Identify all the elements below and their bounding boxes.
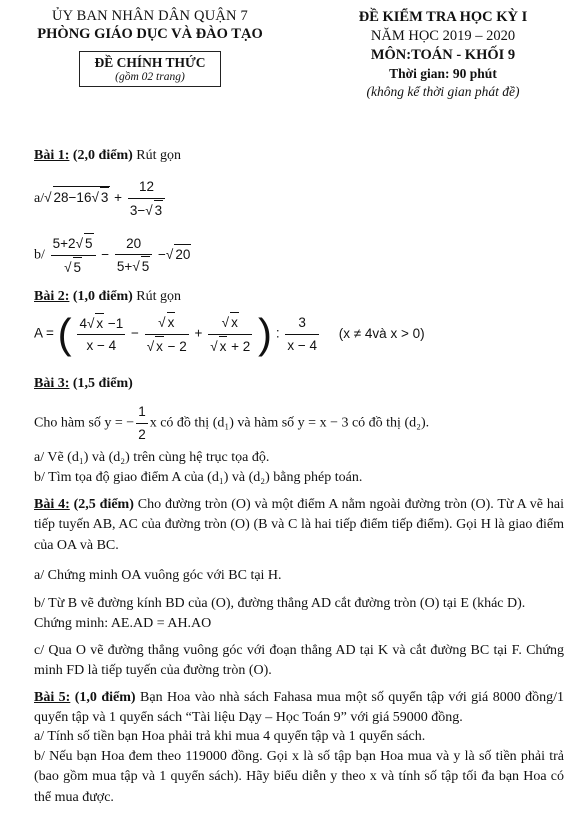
fraction <box>128 177 165 220</box>
bai4-part-b-line2: Chứng minh: AE.AD = AH.AO <box>34 616 212 631</box>
minus-sign: − <box>158 246 166 262</box>
fraction <box>51 233 96 277</box>
bai1-task: Rút gọn <box>136 148 182 163</box>
bai3-heading <box>34 374 564 394</box>
bai4-title: Bài 4: <box>34 497 70 512</box>
denominator: x − 4 <box>287 337 317 353</box>
exam-title: ĐỀ KIỂM TRA HỌC KỲ I <box>358 9 528 25</box>
right-paren-icon: ) <box>258 310 273 358</box>
part-label-b: b/ <box>34 247 45 263</box>
radicand-inner: 3 <box>100 187 110 208</box>
numerator: 1 <box>136 402 148 424</box>
fraction <box>208 312 252 356</box>
fraction <box>285 313 319 355</box>
bai4-intro-text: Cho đường tròn (O) và một điểm A nằm ngoài đường tròn (O). Từ A vẽ hai tiếp tuyến AB, AC của đường tròn (O) (B và C là hai tiếp điểm tiếp điểm). Gọi H là giao điểm của OA và BC. <box>34 497 564 553</box>
radicand: x <box>167 312 176 333</box>
numerator: 3 <box>285 313 319 335</box>
bai4-points: (2,5 điểm) <box>73 497 134 512</box>
bai3-intro <box>34 402 564 444</box>
radicand: 5 <box>84 233 94 254</box>
denominator: 3− <box>129 202 146 218</box>
bai5-intro <box>34 688 564 729</box>
duration-note: (không kể thời gian phát đề) <box>366 84 520 100</box>
fraction <box>136 402 148 444</box>
sqrt-icon <box>145 203 152 218</box>
numerator: 20 <box>115 234 152 256</box>
bai4-part-a: a/ Chứng minh OA vuông góc với BC tại H. <box>34 568 282 583</box>
bai2-title: Bài 2: <box>34 289 70 304</box>
expression-lhs: A = <box>34 325 54 341</box>
bai1-title: Bài 1: <box>34 148 70 163</box>
bai3-intro-post: x có đồ thị (d₁) và hàm số y = x − 3 có đồ thị (d₂). <box>149 415 430 431</box>
part-label-a: a/ <box>34 191 45 207</box>
duration: Thời gian: 90 phút <box>389 66 497 82</box>
numerator: 5+2 <box>52 236 76 251</box>
radicand: x <box>219 336 228 357</box>
denominator: 5+ <box>116 259 133 275</box>
bai3-title: Bài 3: <box>34 376 70 391</box>
bai1-points: (2,0 điểm) <box>72 148 133 163</box>
header-left <box>20 8 280 87</box>
bai5-title: Bài 5: <box>34 690 71 705</box>
plus-sign: + <box>114 190 123 206</box>
bai2-task: Rút gọn <box>136 289 182 304</box>
radicand: 3 <box>154 200 164 221</box>
fraction <box>115 234 152 277</box>
denominator: 2 <box>138 426 146 442</box>
radicand: 28−16 <box>53 190 92 206</box>
minus-sign: − <box>101 246 110 262</box>
left-paren-icon: ( <box>57 310 72 358</box>
bai5-points: (1,0 điểm) <box>74 690 136 705</box>
bai3-intro-pre: Cho hàm số y = − <box>34 415 135 431</box>
bai1-heading <box>34 146 564 166</box>
school-year: NĂM HỌC 2019 – 2020 <box>370 28 516 45</box>
numerator: 12 <box>128 177 165 199</box>
denominator-tail: + 2 <box>227 338 251 354</box>
district-committee: ỦY BAN NHÂN DÂN QUẬN 7 <box>52 8 248 24</box>
official-title: ĐỀ CHÍNH THỨC <box>94 55 206 70</box>
radicand: x <box>155 336 164 357</box>
sqrt-icon <box>87 316 94 331</box>
radicand: 5 <box>73 257 83 278</box>
bai3-part-a: a/ Vẽ (d₁) và (d₂) trên cùng hệ trục tọa độ. <box>34 450 270 465</box>
radicand: x <box>230 312 239 333</box>
radicand: 5 <box>141 256 151 277</box>
subject-grade: MÔN:TOÁN - KHỐI 9 <box>370 47 516 64</box>
numerator: 4 <box>79 315 87 331</box>
fraction <box>77 313 125 356</box>
bai3-points: (1,5 điểm) <box>72 376 133 391</box>
bai2-expression <box>34 312 564 356</box>
sqrt-icon <box>147 339 154 354</box>
sqrt-icon <box>64 260 71 275</box>
education-office: PHÒNG GIÁO DỤC VÀ ĐÀO TẠO <box>37 26 263 42</box>
page-count-note: (gồm 02 trang) <box>115 70 185 83</box>
bai5-intro-text: Bạn Hoa vào nhà sách Fahasa mua một số quyển tập với giá 8000 đồng/1 quyển tập và 1 quyển sách “Tài liệu Dạy – Học Toán 9” với giá 59000 đồng. <box>34 690 565 726</box>
sqrt-icon <box>76 236 83 251</box>
official-stamp-box <box>79 51 220 87</box>
bai3-part-b: b/ Tìm tọa độ giao điểm A của (d₁) và (d₂) bằng phép toán. <box>34 470 363 485</box>
sqrt-icon <box>44 190 51 205</box>
denominator-tail: − 2 <box>163 338 187 354</box>
sqrt-icon <box>210 339 217 354</box>
plus-sign: + <box>194 325 203 341</box>
minus-sign: − <box>131 325 139 341</box>
bai4-part-b-line1: b/ Từ B vẽ đường kính BD của (O), đường thẳng AD cắt đường tròn (O) tại E (khác D). <box>34 596 526 611</box>
sqrt-icon <box>132 259 139 274</box>
sqrt-icon <box>222 315 229 330</box>
bai5-part-a: a/ Tính số tiền bạn Hoa phải trả khi mua 4 quyển tập và 1 quyển sách. <box>34 729 426 744</box>
bai1-part-a <box>34 177 564 220</box>
radicand: 20 <box>174 244 191 265</box>
condition: (x ≠ 4và x > 0) <box>338 325 425 341</box>
sqrt-icon <box>91 190 98 205</box>
fraction <box>145 312 189 356</box>
bai5-part-b: b/ Nếu bạn Hoa đem theo 119000 đồng. Gọi x là số tập bạn Hoa mua và y là số tiền phải trả (bao gồm mua tập và 1 quyển sách). Hãy biểu diễn y theo x và tính số tập tối đa bạn Hoa có thể mua được. <box>34 749 564 805</box>
bai2-points: (1,0 điểm) <box>72 289 133 304</box>
numerator-tail: −1 <box>104 315 124 331</box>
divide-sign: : <box>275 325 280 341</box>
bai1-part-b <box>34 233 564 277</box>
denominator: x − 4 <box>86 338 117 354</box>
sqrt-icon <box>166 247 173 262</box>
bai4-part-c: c/ Qua O vẽ đường thẳng vuông góc với đoạn thẳng AD tại K và cắt đường BC tại F. Chứng minh FD là tiếp tuyến của đường tròn (O). <box>34 643 564 679</box>
radicand: x <box>95 313 104 334</box>
bai4-intro <box>34 495 564 556</box>
sqrt-icon <box>158 315 165 330</box>
bai2-heading <box>34 287 564 307</box>
header-right <box>318 8 568 101</box>
